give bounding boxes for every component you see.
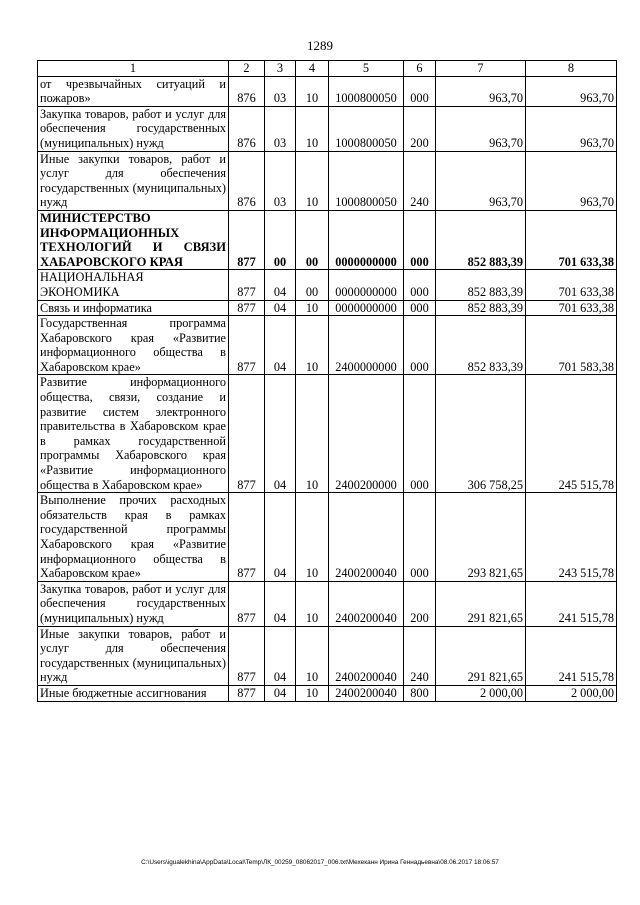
cell-name: Закупка товаров, работ и услуг для обеспечения государственных (муниципальных) нужд [38, 106, 229, 151]
cell-name: Иные бюджетные ассигнования [38, 685, 229, 701]
table-row [38, 106, 617, 151]
cell-admin-code: 876 [229, 151, 265, 210]
cell-amount-year1: 852 883,39 [436, 270, 526, 300]
cell-target-article: 0000000000 [329, 300, 404, 316]
cell-admin-code: 876 [229, 106, 265, 151]
cell-subsection: 00 [296, 270, 329, 300]
cell-subsection: 10 [296, 76, 329, 106]
cell-subsection: 10 [296, 626, 329, 685]
cell-amount-year2: 243 515,78 [526, 493, 617, 582]
cell-subsection: 00 [296, 210, 329, 269]
cell-amount-year2: 701 633,38 [526, 300, 617, 316]
cell-target-article: 0000000000 [329, 270, 404, 300]
cell-subsection: 10 [296, 493, 329, 582]
cell-expense-type: 240 [404, 151, 436, 210]
table-row [38, 270, 617, 300]
cell-admin-code: 877 [229, 626, 265, 685]
table-body [38, 76, 617, 701]
cell-section: 04 [265, 581, 296, 626]
cell-amount-year2: 2 000,00 [526, 685, 617, 701]
cell-admin-code: 877 [229, 685, 265, 701]
cell-section: 03 [265, 76, 296, 106]
cell-name: Иные закупки товаров, работ и услуг для обеспечения государственных (муниципальных) нужд [38, 151, 229, 210]
cell-expense-type: 000 [404, 375, 436, 493]
cell-name: Иные закупки товаров, работ и услуг для обеспечения государственных (муниципальных) нужд [38, 626, 229, 685]
cell-amount-year1: 852 883,39 [436, 210, 526, 269]
cell-name: Закупка товаров, работ и услуг для обеспечения государственных (муниципальных) нужд [38, 581, 229, 626]
cell-name: МИНИСТЕРСТВО ИНФОРМАЦИОННЫХ ТЕХНОЛОГИЙ И СВЯЗИ ХАБАРОВСКОГО КРАЯ [38, 210, 229, 269]
cell-expense-type: 000 [404, 493, 436, 582]
cell-expense-type: 000 [404, 76, 436, 106]
cell-amount-year2: 241 515,78 [526, 581, 617, 626]
table-row [38, 151, 617, 210]
cell-section: 03 [265, 151, 296, 210]
page-number: 1289 [307, 38, 333, 53]
cell-amount-year1: 291 821,65 [436, 626, 526, 685]
cell-name: Государственная программа Хабаровского края «Развитие информационного общества в Хабаровском крае» [38, 316, 229, 375]
cell-target-article: 2400000000 [329, 316, 404, 375]
cell-amount-year2: 963,70 [526, 76, 617, 106]
cell-expense-type: 000 [404, 270, 436, 300]
cell-subsection: 10 [296, 316, 329, 375]
cell-target-article: 1000800050 [329, 151, 404, 210]
cell-amount-year2: 245 515,78 [526, 375, 617, 493]
cell-amount-year2: 701 633,38 [526, 210, 617, 269]
header-cell-7: 7 [436, 61, 526, 77]
cell-admin-code: 877 [229, 270, 265, 300]
cell-admin-code: 876 [229, 76, 265, 106]
cell-expense-type: 200 [404, 106, 436, 151]
cell-target-article: 1000800050 [329, 106, 404, 151]
cell-amount-year1: 963,70 [436, 106, 526, 151]
table-row [38, 316, 617, 375]
cell-amount-year2: 701 633,38 [526, 270, 617, 300]
table-row [38, 581, 617, 626]
table-row [38, 685, 617, 701]
cell-admin-code: 877 [229, 493, 265, 582]
cell-expense-type: 200 [404, 581, 436, 626]
cell-expense-type: 800 [404, 685, 436, 701]
cell-target-article: 2400200000 [329, 375, 404, 493]
cell-expense-type: 000 [404, 316, 436, 375]
footer-path: C:\Users\igualekhina\AppData\Local\Temp\ЛК_00259_08062017_006.txt\Мехеканн Ирина Геннадьевна\08.06.2017 18:06:57 [141, 859, 499, 866]
cell-target-article: 2400200040 [329, 581, 404, 626]
cell-admin-code: 877 [229, 581, 265, 626]
cell-amount-year1: 963,70 [436, 151, 526, 210]
cell-section: 00 [265, 210, 296, 269]
cell-amount-year1: 852 883,39 [436, 300, 526, 316]
cell-section: 04 [265, 300, 296, 316]
cell-name: Выполнение прочих расходных обязательств края в рамках государственной программы Хабаровского края «Развитие информационного общества в Хабаровском крае» [38, 493, 229, 582]
cell-section: 04 [265, 270, 296, 300]
cell-amount-year2: 701 583,38 [526, 316, 617, 375]
header-cell-1: 1 [38, 61, 229, 77]
table-row [38, 493, 617, 582]
cell-admin-code: 877 [229, 375, 265, 493]
cell-name: Развитие информационного общества, связи, создание и развитие систем электронного правительства в Хабаровском крае в рамках государственной программы Хабаровского края «Развитие информационного общества в Хабаровском крае» [38, 375, 229, 493]
cell-amount-year1: 306 758,25 [436, 375, 526, 493]
cell-target-article: 2400200040 [329, 685, 404, 701]
cell-section: 04 [265, 685, 296, 701]
table-row [38, 210, 617, 269]
cell-section: 03 [265, 106, 296, 151]
cell-admin-code: 877 [229, 300, 265, 316]
cell-expense-type: 000 [404, 300, 436, 316]
cell-amount-year2: 963,70 [526, 151, 617, 210]
cell-amount-year1: 293 821,65 [436, 493, 526, 582]
cell-expense-type: 240 [404, 626, 436, 685]
cell-section: 04 [265, 375, 296, 493]
cell-section: 04 [265, 316, 296, 375]
budget-table [37, 60, 617, 702]
cell-subsection: 10 [296, 375, 329, 493]
cell-amount-year1: 852 833,39 [436, 316, 526, 375]
cell-amount-year2: 241 515,78 [526, 626, 617, 685]
cell-amount-year2: 963,70 [526, 106, 617, 151]
cell-section: 04 [265, 626, 296, 685]
table-row [38, 300, 617, 316]
cell-amount-year1: 2 000,00 [436, 685, 526, 701]
cell-target-article: 2400200040 [329, 626, 404, 685]
header-cell-6: 6 [404, 61, 436, 77]
cell-subsection: 10 [296, 151, 329, 210]
header-cell-8: 8 [526, 61, 617, 77]
cell-subsection: 10 [296, 300, 329, 316]
cell-admin-code: 877 [229, 210, 265, 269]
header-cell-4: 4 [296, 61, 329, 77]
cell-subsection: 10 [296, 106, 329, 151]
header-cell-2: 2 [229, 61, 265, 77]
cell-admin-code: 877 [229, 316, 265, 375]
header-cell-5: 5 [329, 61, 404, 77]
table-row [38, 375, 617, 493]
table-row [38, 626, 617, 685]
table-header-row [38, 61, 617, 77]
cell-target-article: 1000800050 [329, 76, 404, 106]
cell-subsection: 10 [296, 581, 329, 626]
cell-amount-year1: 291 821,65 [436, 581, 526, 626]
header-cell-3: 3 [265, 61, 296, 77]
cell-target-article: 2400200040 [329, 493, 404, 582]
cell-name: Связь и информатика [38, 300, 229, 316]
cell-target-article: 0000000000 [329, 210, 404, 269]
cell-amount-year1: 963,70 [436, 76, 526, 106]
cell-subsection: 10 [296, 685, 329, 701]
cell-name: от чрезвычайных ситуаций и пожаров» [38, 76, 229, 106]
cell-section: 04 [265, 493, 296, 582]
cell-name: НАЦИОНАЛЬНАЯ ЭКОНОМИКА [38, 270, 229, 300]
cell-expense-type: 000 [404, 210, 436, 269]
table-row [38, 76, 617, 106]
